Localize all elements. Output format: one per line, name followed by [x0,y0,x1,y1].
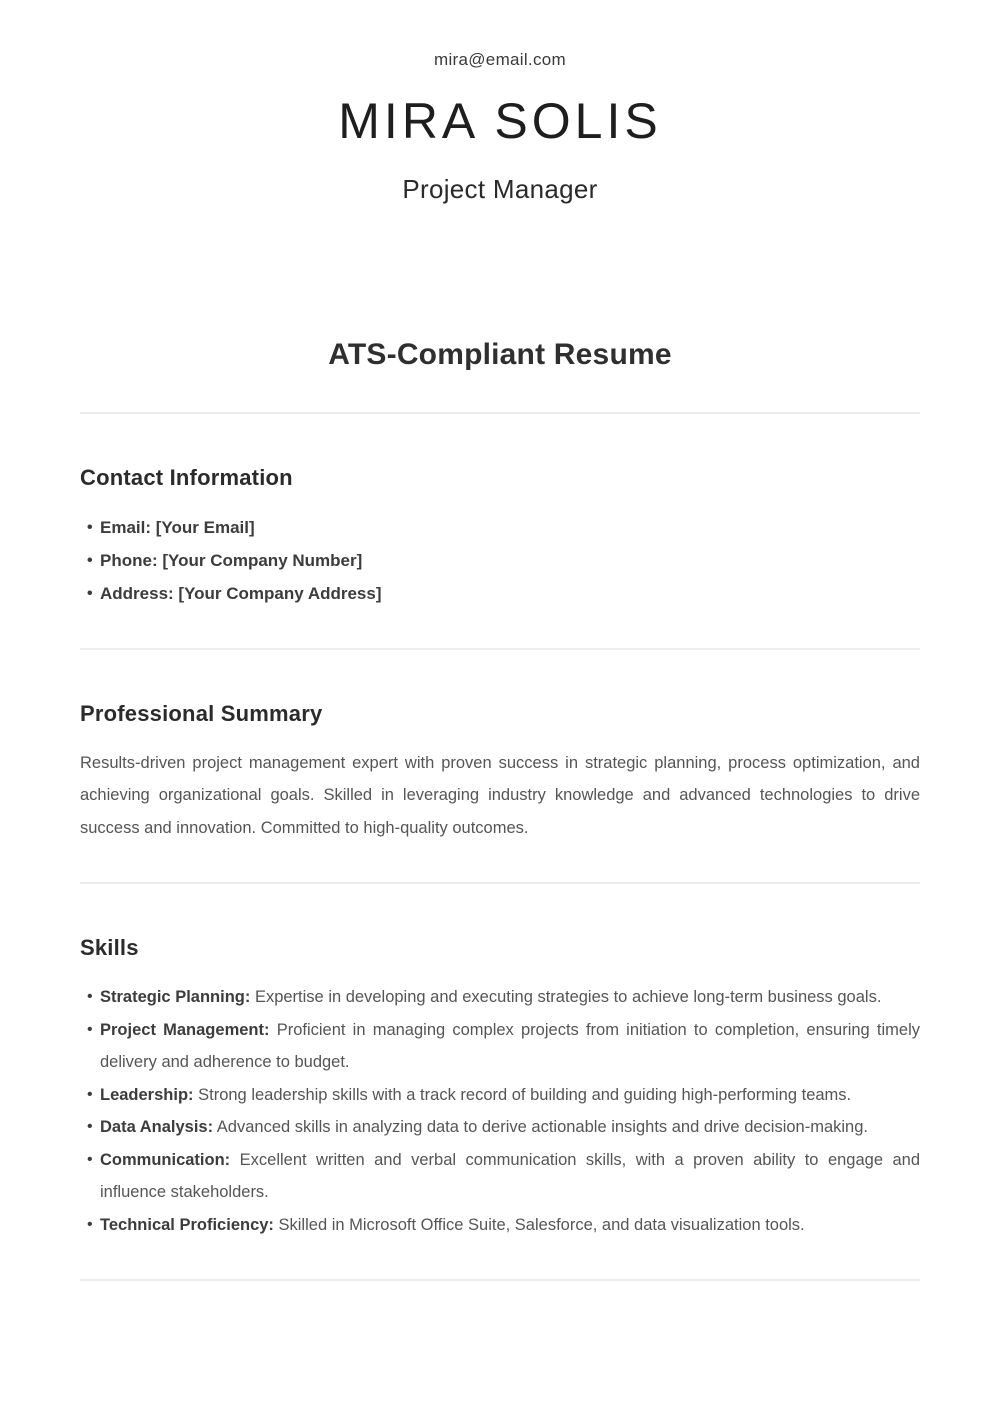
skill-item-label: Technical Proficiency: [100,1215,274,1234]
skill-item-description: Proficient in managing complex projects from initiation to completion, ensuring timely delivery and adherence to budget. [100,1020,920,1072]
resume-header [0,0,1000,206]
skill-item-communication [100,1144,920,1209]
resume-body [80,336,920,1301]
contact-item-label: Phone: [100,551,158,570]
header-role: Project Manager [402,174,598,204]
skill-item-project-management [100,1014,920,1079]
skill-item-description: Strong leadership skills with a track record of building and guiding high-performing teams. [198,1085,852,1104]
header-name: MIRA SOLIS [338,93,662,149]
header-email: mira@email.com [434,50,566,69]
skill-item-label: Communication: [100,1150,231,1169]
skill-item-label: Data Analysis: [100,1118,214,1137]
skill-item-leadership [100,1079,920,1112]
divider [80,882,920,884]
contact-list [80,511,920,610]
contact-item-phone [100,544,920,577]
skill-item-label: Project Management: [100,1020,270,1039]
contact-item-label: Email: [100,518,152,537]
section-skills [80,934,920,1241]
skills-list [80,981,920,1241]
skill-item-description: Advanced skills in analyzing data to derive actionable insights and drive decision-making. [216,1118,868,1137]
skill-item-description: Skilled in Microsoft Office Suite, Salesforce, and data visualization tools. [278,1215,805,1234]
contact-item-label: Address: [100,584,174,603]
contact-item-value: [Your Email] [155,518,255,537]
skill-item-label: Strategic Planning: [100,988,251,1007]
section-contact-information [80,464,920,610]
skills-heading: Skills [80,935,139,961]
skill-item-data-analysis [100,1111,920,1144]
skill-item-strategic-planning [100,981,920,1014]
summary-heading: Professional Summary [80,701,323,726]
contact-item-email [100,511,920,544]
document-title: ATS-Compliant Resume [328,338,672,371]
section-professional-summary [80,700,920,844]
bottom-whitespace [80,1281,920,1301]
skill-item-label: Leadership: [100,1085,194,1104]
contact-item-address [100,577,920,610]
divider [80,412,920,414]
skill-item-description: Excellent written and verbal communication skills, with a proven ability to engage and influence stakeholders. [100,1150,920,1202]
contact-heading: Contact Information [80,465,293,490]
contact-item-value: [Your Company Address] [178,584,382,603]
skill-item-description: Expertise in developing and executing strategies to achieve long-term business goals. [254,988,882,1007]
summary-paragraph: Results-driven project management expert with proven success in strategic planning, process optimization, and achieving organizational goals. Skilled in leveraging industry knowledge and advanced technologies to drive success and innovation. Committed to high-quality outcomes. [80,754,920,837]
skill-item-technical-proficiency [100,1209,920,1242]
contact-item-value: [Your Company Number] [162,551,363,570]
divider [80,648,920,650]
